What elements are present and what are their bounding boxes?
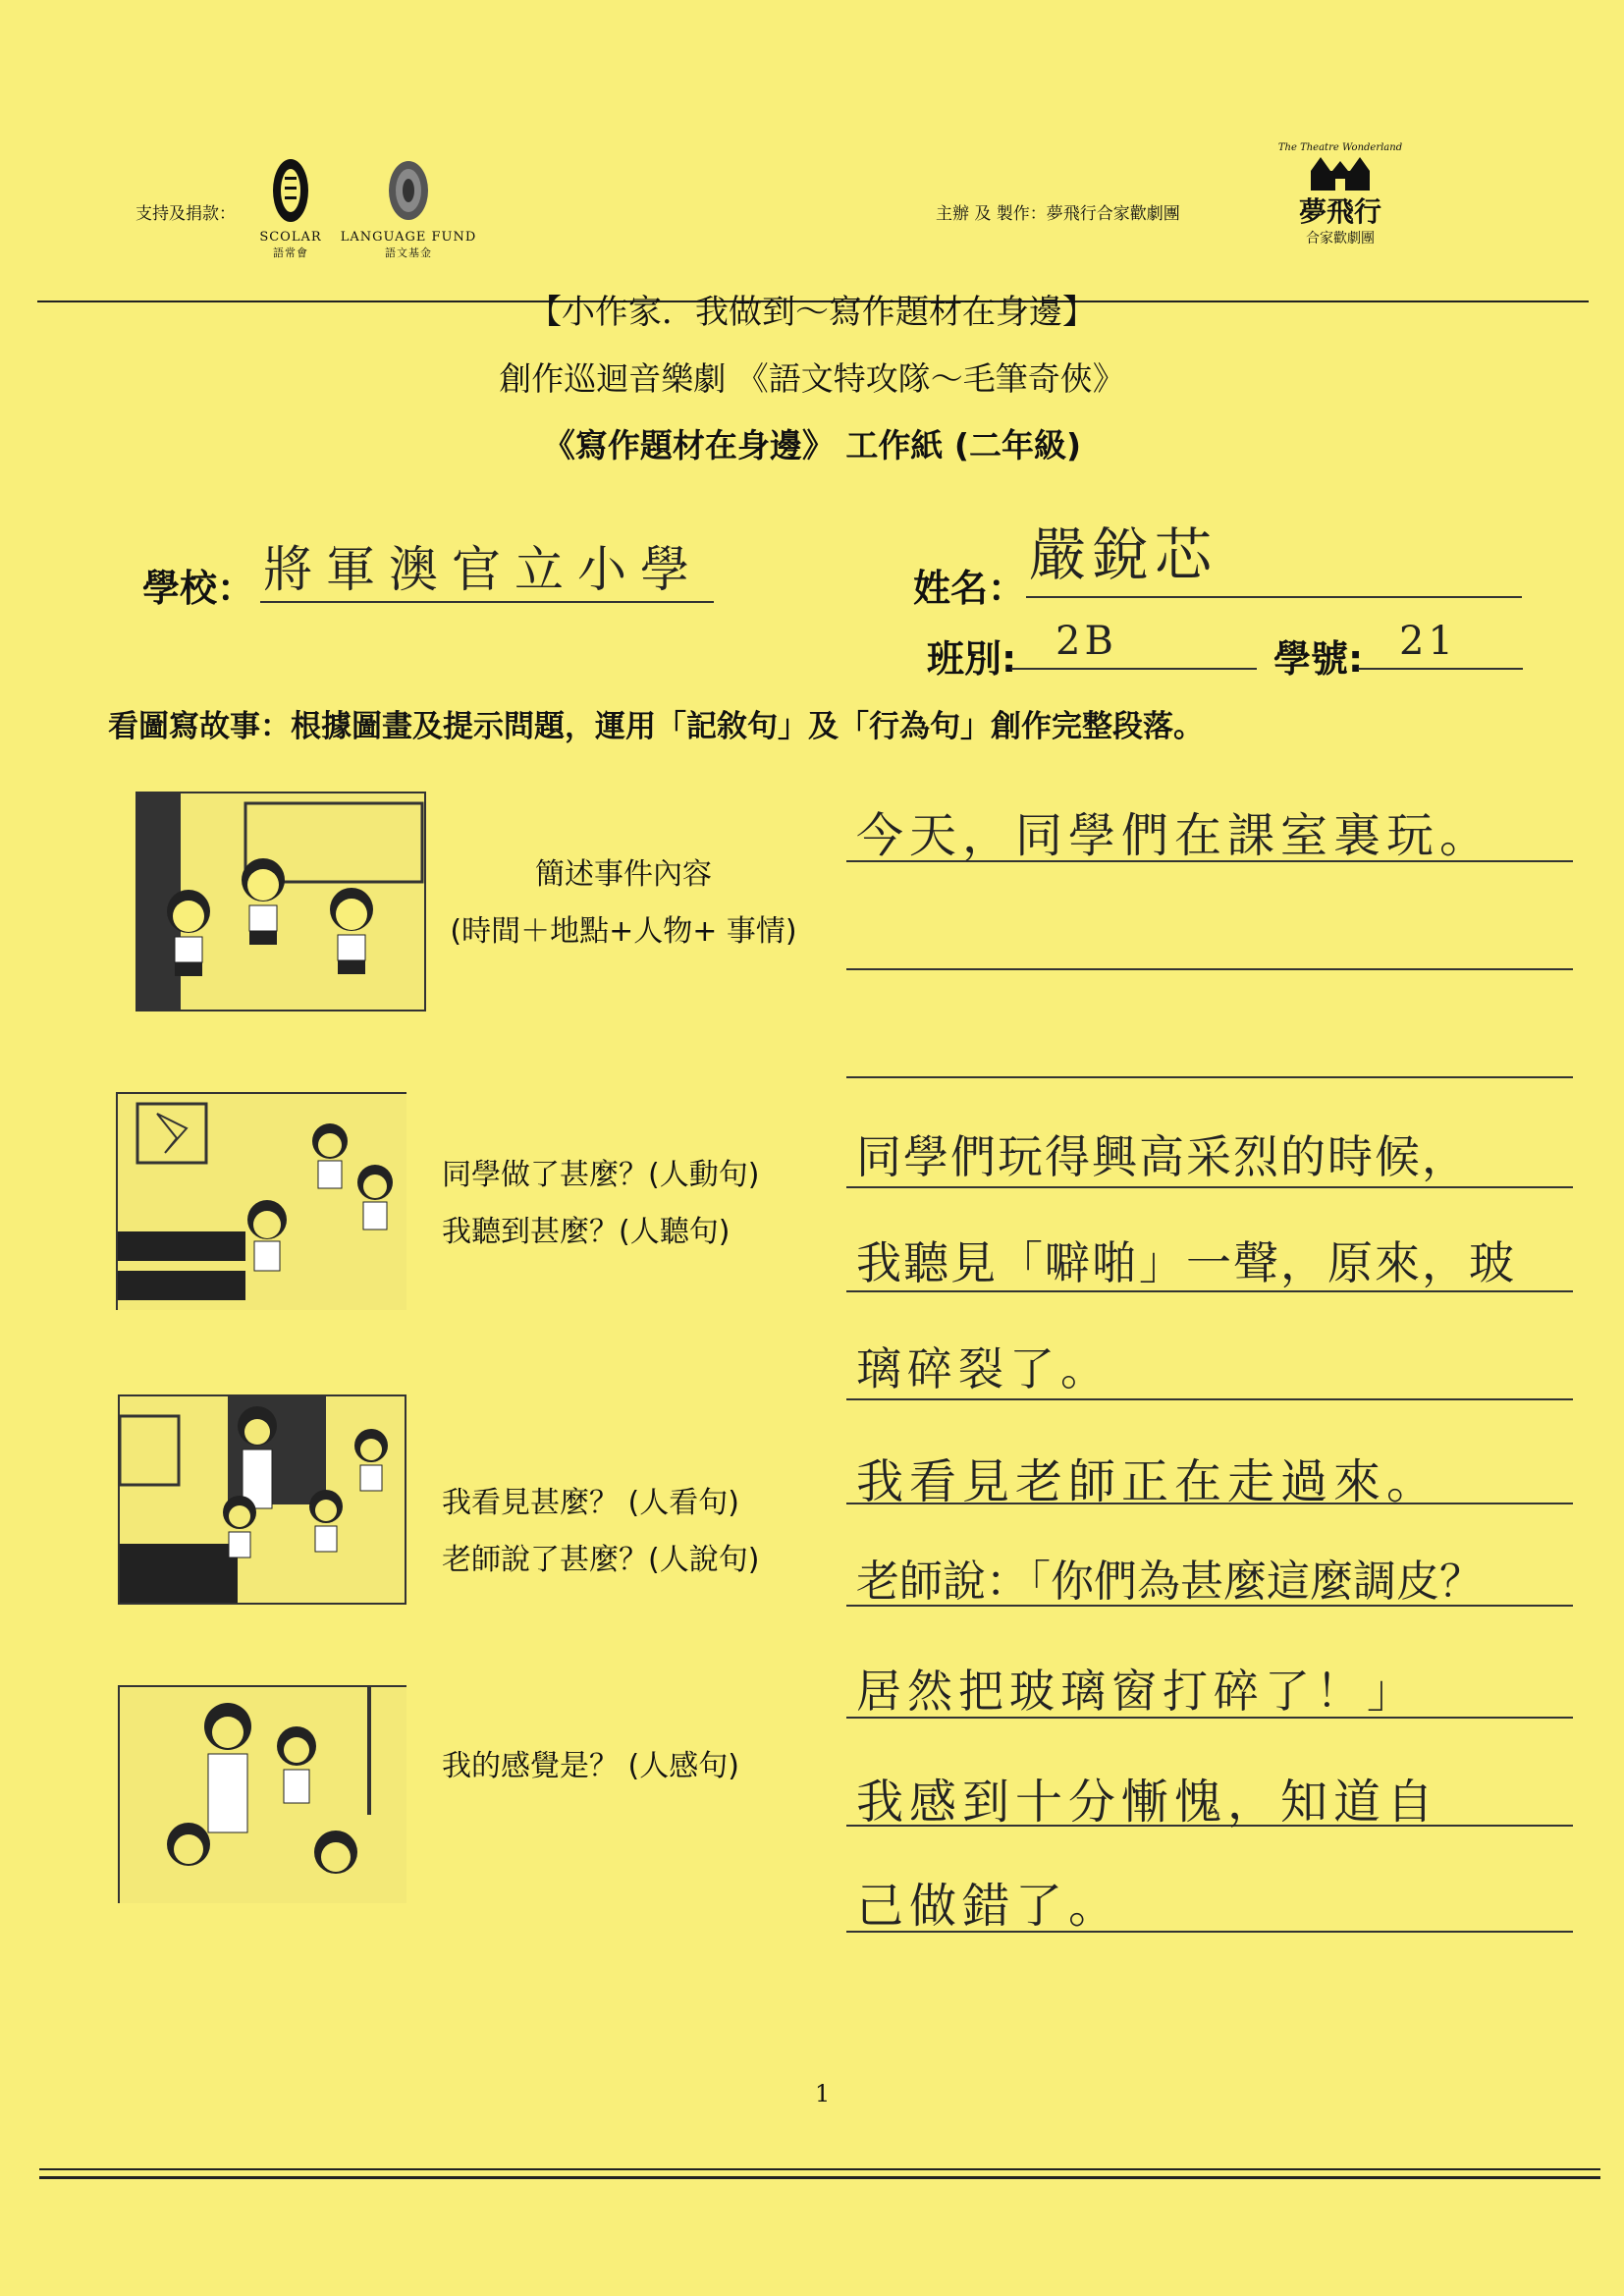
writing-line [846, 1076, 1573, 1078]
answer-line-2: 同學們玩得興高采烈的時候， [856, 1130, 1469, 1183]
prompt-seeing-and-saying [442, 1475, 835, 1589]
worksheet-banner: 【小作家．我做到～寫作題材在身邊】 [528, 293, 1096, 332]
prompt-feeling [442, 1738, 835, 1795]
class-value: 2B [1056, 619, 1117, 664]
scolar-subtitle: 語常會 [273, 246, 308, 259]
class-label: 班別: [927, 637, 1017, 681]
worksheet-title: 《寫作題材在身邊》 工作紙 (二年級) [542, 426, 1082, 465]
worksheet-subtitle: 創作巡迴音樂劇 《語文特攻隊～毛筆奇俠》 [499, 359, 1125, 398]
scolar-name: SCOLAR [259, 230, 322, 245]
footer-rule-top [39, 2168, 1600, 2170]
prompt-2-line-1: 同學做了甚麼？(人動句) [442, 1158, 760, 1192]
scolar-emblem-icon [242, 155, 340, 226]
number-value: 21 [1399, 619, 1457, 664]
answer-line-7: 居然把玻璃窗打碎了！」 [856, 1665, 1418, 1718]
answer-line-9: 己做錯了。 [856, 1879, 1122, 1934]
prompt-1-line-2: (時間＋地點+人物+ 事情) [450, 914, 797, 949]
answer-line-8: 我感到十分慚愧，知道自 [856, 1775, 1440, 1830]
illustration-teacher-arrives [118, 1394, 406, 1605]
prompt-2-line-2: 我聽到甚麼？(人聽句) [442, 1215, 731, 1249]
illustration-teacher-scolding [118, 1685, 406, 1903]
prompt-3-line-1: 我看見甚麼？ (人看句) [442, 1486, 739, 1520]
language-fund-logo [340, 155, 477, 263]
prompt-1-line-1: 簡述事件內容 [535, 857, 712, 892]
language-fund-emblem-icon [340, 155, 477, 226]
school-value: 將軍澳官立小學 [263, 541, 703, 598]
illustration-broken-window [116, 1092, 406, 1310]
support-label: 支持及捐款： [135, 204, 236, 224]
prompt-event-summary [422, 847, 825, 960]
theatre-logo [1276, 142, 1404, 265]
language-fund-name: LANGUAGE FUND [340, 230, 477, 245]
language-fund-subtitle: 語文基金 [385, 246, 432, 259]
answer-line-5: 我看見老師正在走過來。 [856, 1454, 1440, 1509]
school-underline [260, 601, 714, 603]
prompt-3-line-2: 老師說了甚麼？(人說句) [442, 1543, 760, 1577]
answer-line-1: 今天，同學們在課室裏玩。 [856, 808, 1493, 863]
theatre-english-name: The Theatre Wonderland [1277, 142, 1403, 153]
class-underline [1011, 668, 1257, 670]
name-value: 嚴銳芯 [1029, 521, 1218, 588]
footer-rule-bottom [39, 2176, 1600, 2179]
writing-line [846, 1186, 1573, 1188]
school-label: 學校： [142, 567, 255, 610]
instruction-text: 看圖寫故事：根據圖畫及提示問題，運用「記敘句」及「行為句」創作完整段落。 [108, 709, 1204, 744]
answer-line-4: 璃碎裂了。 [856, 1342, 1111, 1395]
prompt-action-and-hearing [442, 1147, 835, 1261]
theatre-logo-subtitle: 合家歡劇團 [1306, 231, 1375, 246]
answer-line-3: 我聽見「噼啪」一聲，原來，玻 [856, 1236, 1516, 1289]
name-label: 姓名： [913, 567, 1026, 610]
name-underline [1026, 596, 1522, 598]
theatre-logo-text: 夢飛行 [1298, 195, 1381, 228]
organizer-text: 主辦 及 製作：夢飛行合家歡劇團 [936, 204, 1180, 224]
writing-line [846, 968, 1573, 970]
number-label: 學號: [1273, 637, 1364, 681]
number-underline [1358, 668, 1523, 670]
illustration-children-playing [135, 792, 426, 1011]
page-number: 1 [815, 2080, 831, 2107]
castle-icon [1281, 153, 1399, 192]
prompt-4-line-1: 我的感覺是？ (人感句) [442, 1749, 739, 1783]
answer-line-6: 老師說：「你們為甚麼這麼調皮？ [856, 1557, 1483, 1607]
scolar-logo [242, 155, 340, 263]
writing-line [846, 1398, 1573, 1400]
